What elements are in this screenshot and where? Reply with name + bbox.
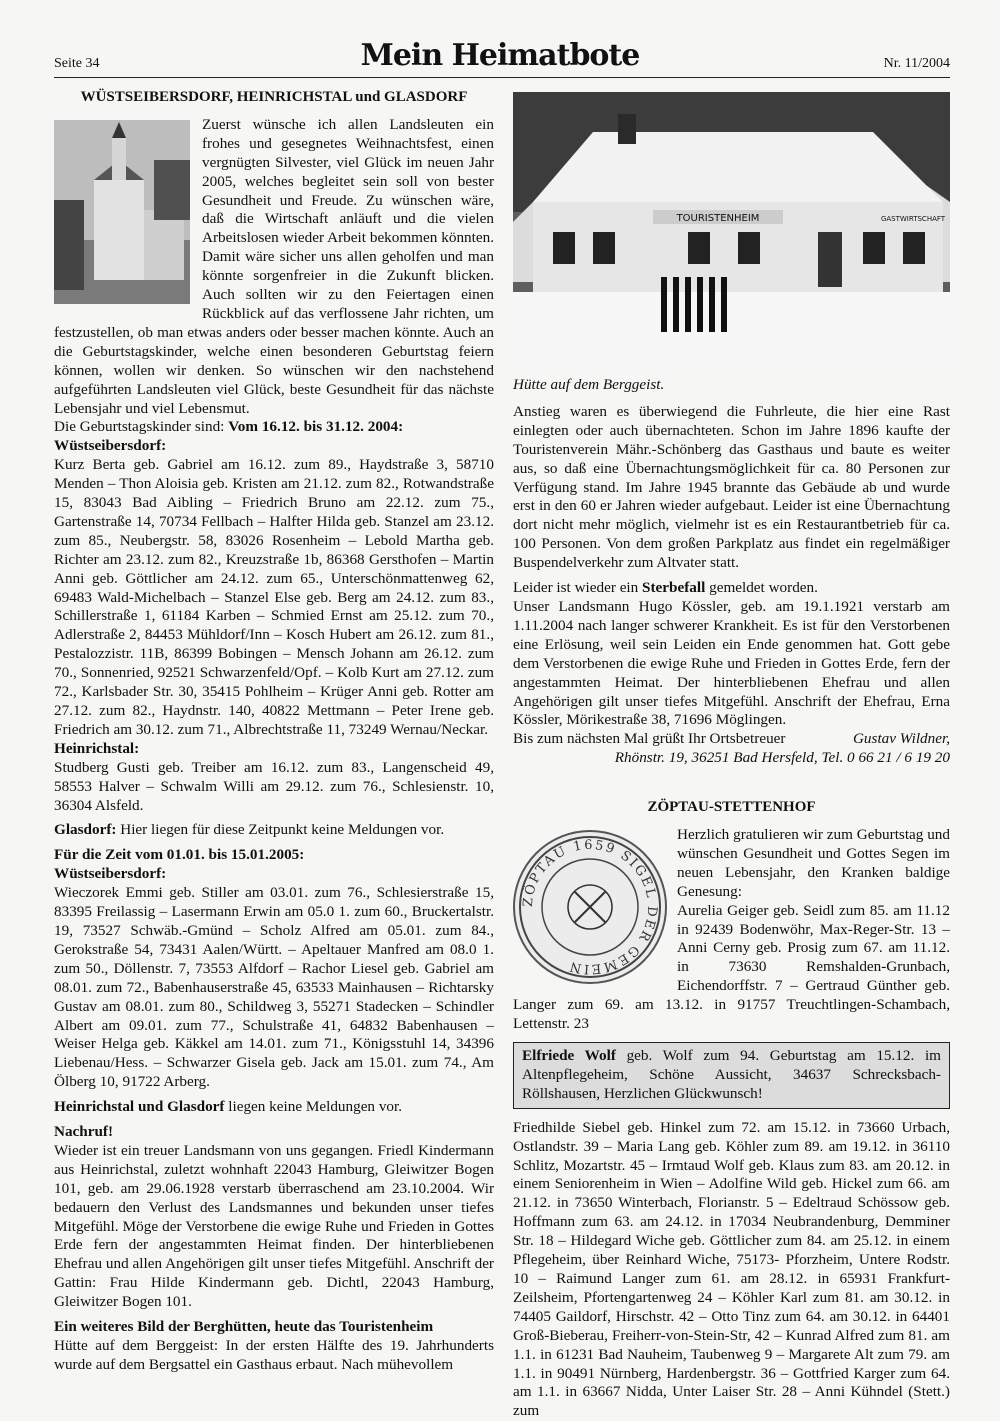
intro-text: Zuerst wünsche ich allen Landsleuten ein frohes und gesegnetes Weihnachtsfest, einen vergnügten Silvester, viel Glück im neuen Jahr 2005, welches begleitet sein soll von bester Gesundheit und Freude. Zu wünschen wäre, daß die Wirtschaft anläuft und die vielen Arbeitslosen wieder Arbeit bekommen könnten. Damit wäre sicher uns allen geholfen und man könnte sorgenfreier in die Zukunft blicken. Auch sollten wir zu den Feiertagen einen Rückblick auf das verflossene Jahr richten, um festzustellen, ob man etwas anders oder besser machen könnte. Auch an die Geburtstagskinder, welche einen besonderen Geburtstag feiern können, wollen wir denken. So wünschen wir den nachstehend aufgeführten Landsleuten viel Glück, beste Gesundheit für das nächste Lebensjahr und viel Lebensmut. bbox=[54, 115, 494, 417]
sterbe-lead: Leider ist wieder ein bbox=[513, 579, 643, 597]
hg-heading: Heinrichstal und Glasdorf bbox=[54, 1098, 225, 1116]
bild-heading: Ein weiteres Bild der Berghütten, heute das Touristenheim bbox=[54, 1318, 434, 1336]
right-column bbox=[513, 92, 950, 1421]
touristenheim-illustration bbox=[513, 92, 950, 372]
sterbe-heading: Sterbefall bbox=[642, 579, 706, 597]
period1-heading: Vom 16.12. bis 31.12. 2004: bbox=[228, 418, 404, 436]
sterbe-end: gemeldet worden. bbox=[705, 579, 818, 597]
greeting-signature: Gustav Wildner, bbox=[852, 730, 950, 748]
greeting-text: Bis zum nächsten Mal grüßt Ihr Ortsbetreuer bbox=[513, 730, 786, 748]
period1-lead: Die Geburtstagskinder sind: bbox=[54, 418, 229, 436]
highlight-box bbox=[513, 1042, 950, 1109]
wue2-heading: Wüstseibersdorf: bbox=[54, 865, 167, 883]
photo-caption: Hütte auf dem Berggeist. bbox=[513, 376, 665, 393]
header-rule bbox=[54, 77, 950, 78]
period2-heading: Für die Zeit vom 01.01. bis 15.01.2005: bbox=[54, 846, 305, 864]
bild-text: Hütte auf dem Berggeist: In der ersten Hälfte des 19. Jahrhunderts wurde auf dem Bergsattel ein Gasthaus erbaut. Nach mühevollem bbox=[54, 1337, 494, 1373]
church-photo bbox=[54, 120, 190, 304]
greeting-address: Rhönstr. 19, 36251 Bad Hersfeld, Tel. 0 66 21 / 6 19 20 bbox=[614, 749, 950, 767]
hg-text: liegen keine Meldungen vor. bbox=[224, 1098, 403, 1116]
zoeptau-intro: Herzlich gratulieren wir zum Geburtstag und wünschen Gesundheit und Gottes Segen im neuen Lebensjahr, den Kranken baldige Genesung: bbox=[677, 826, 950, 900]
hei-birthday-list: Studberg Gusti geb. Treiber am 16.12. zum 83., Langenscheid 49, 58553 Halver – Schwalm Willi am 29.12. zum 76., Schlesienstr. 10, 36304 Alsfeld. bbox=[54, 758, 494, 814]
touristenheim-photo bbox=[513, 92, 950, 372]
seal-lettering: ZÖPTAU 1659 SIGEL DER GEMEIN bbox=[520, 837, 660, 977]
wue2-birthday-list: Wieczorek Emmi geb. Stiller am 03.01. zum 76., Schlesierstraße 15, 83395 Freilassig – Lasermann Erwin am 05.0 1. zum 60., Bruckertalstr. 19, 73527 Schwäb.-Gmünd – Scholz Alfred am 05.01. zum 84., Gerokstraße 54, 73431 Aalen/Württ. – Apeltauer Manfred am 08.0 1. zum 50., Döllenstr. 7, 73553 Alfdorf – Rachor Liesel geb. Gabriel am 08.01. zum 72., Babenhauserstraße 45, 63533 Mainhausen – Richtarsky Gustav am 08.01. zum 80., Schildweg 3, 55271 Stadecken – Schindler Albert am 09.01. zum 77., Schulstraße 41, 64832 Babenhausen – Weiser Helga geb. Käkkel am 14.01. zum 71., Königsstuhl 14, 34396 Liebenau/Hess. – Schwarzer Gisela geb. Jack am 15.01. zum 74., Am Ölberg 10, 91722 Arberg. bbox=[54, 884, 494, 1091]
masthead-title: Mein Heimatbote bbox=[360, 38, 640, 73]
zoeptau-list-2: Friedhilde Siebel geb. Hinkel zum 72. am 15.12. in 73660 Urbach, Ostlandstr. 39 – Maria Lang geb. Köhler zum 89. am 19.12. in 36110 Schlitz, Mozartstr. 45 – Irmtaud Wolf geb. Klaus zum 83. am 20.12. in einem Seniorenheim in Wien – Adolfine Wild geb. Hickel zum 66. am 21.12. in 73650 Winterbach, Florianstr. 5 – Edeltraud Schössow geb. Hoffmann zum 63. am 24.12. in 17034 Neubrandenburg, Demminer Str. 18 – Hildegard Wiche geb. Göttlicher zum 84. am 25.12. in einem Pflegeheim, über Reinhard Wiche, 75173- Pforzheim, Untere Rodstr. 10 – Raimund Langer zum 61. am 28.12. in 65931 Frankfurt-Zeilsheim, Pfortengartenweg 24 – Köhler Karl zum 81. am 30.12. in 74405 Gaildorf, Hirschstr. 42 – Otto Tinz zum 64. am 30.12. in 64401 Groß-Bieberau, Freiherr-von-Stein-Str, 42 – Kunrad Alfred zum 81. am 1.1. in 61231 Bad Nauheim, Taubenweg 9 – Margarete Alt zum 79. am 1.1. in 90491 Nürnberg, Hardenbergstr. 36 – Gottfried Karger zum 64. am 1.1. in 63667 Nidda, Unter Laiser Str. 28 – Anni Kühndel (Stett.) zum bbox=[513, 1118, 950, 1420]
photo-sign-text: TOURISTENHEIM bbox=[676, 213, 760, 224]
zoeptau-list: Aurelia Geiger geb. Seidl zum 85. am 11.12 in 92439 Bodenwöhr, Max-Reger-Str. 13 – Anni Cerny geb. Prosig zum 67. am 11.12. in 73630 Remshalden-Grunbach, Eichendorffstr. 7 – Gertraud Günther geb. Langer zum 69. am 13.12. in 91757 Treuchtlingen-Schambach, Lettenstr. 23 bbox=[513, 901, 950, 1033]
box-text: geb. Wolf zum 94. Geburtstag am 15.12. im Altenpflegeheim, Schöne Aussicht, 34637 Schrecksbach-Röllshausen, Herzlichen Glückwunsch! bbox=[522, 1047, 941, 1102]
page-number: Seite 34 bbox=[54, 56, 100, 71]
left-column bbox=[54, 88, 494, 1375]
box-name: Elfriede Wolf bbox=[522, 1047, 616, 1064]
section-title-zoeptau: ZÖPTAU-STETTENHOF bbox=[647, 799, 816, 816]
nachruf-text: Wieder ist ein treuer Landsmann von uns gegangen. Friedl Kindermann aus Heinrichstal, zuletzt wohnhaft 22043 Hamburg, Gleiwitzer Bogen 101, geb. am 29.06.1928 verstarb überraschend am 23.10.2004. Wir bedauern den Verlust des Landsmannes und bekunden unser tiefes Mitgefühl. Möge der Verstorbene die ewige Ruhe und Frieden in Gottes Erde fern der angestammten Heimat finden. Der hinterbliebenen Ehefrau und allen Angehörigen gilt unser tiefes Mitgefühl. Anschrift der Gattin: Frau Hilde Kindermann geb. Dichtl, 22043 Hamburg, Gleiwitzer Bogen 101. bbox=[54, 1141, 494, 1311]
wue-birthday-list: Kurz Berta geb. Gabriel am 16.12. zum 89., Haydstraße 3, 58710 Menden – Thon Aloisia geb. Kristen am 21.12. zum 82., Rotwandstraße 15, 83043 Bad Aibling – Friedrich Bruno am 22.12. zum 75., Gartenstraße 14, 70734 Fellbach – Halfter Hilda geb. Stanzel am 23.12. zum 85., Neubergstr. 58, 83026 Rosenheim – Lebold Martha geb. Richter am 23.12. zum 82., Kreuzstraße 1b, 86368 Gersthofen – Martin Anni geb. Göttlicher am 24.12. zum 65., Unterschönmattenweg 62, 69483 Wald-Michelbach – Stanzel Else geb. Berg am 24.12. zum 83., Schillerstraße 1, 61184 Karben – Schmied Ernst am 25.12. zum 70., Adlerstraße 2, 84453 Mühldorf/Inn – Kosch Hubert am 26.12. zum 81., Pestalozzistr. 11B, 86399 Bobingen – Mensch Johann am 26.12. zum 70., Sonnenried, 92521 Schwarzenfeld/Opf. – Kolb Kurt am 27.12. zum 72., Karlsbader Str. 30, 35415 Pohlheim – Krüger Anni geb. Rotter am 27.12. zum 82., Haydnstr. 140, 40822 Mettmann – Peter Irene geb. Friedrich am 30.12. zum 71., Albrechtstraße 11, 73249 Wernau/Neckar. bbox=[54, 456, 494, 738]
nachruf-heading: Nachruf! bbox=[54, 1123, 114, 1141]
photo-sign-text-2: GASTWIRTSCHAFT bbox=[880, 215, 946, 223]
hei-heading: Heinrichstal: bbox=[54, 739, 140, 757]
church-illustration bbox=[54, 120, 190, 304]
section-title-wuestseibersdorf: WÜSTSEIBERSDORF, HEINRICHSTAL und GLASDORF bbox=[80, 89, 468, 105]
wue-heading: Wüstseibersdorf: bbox=[54, 437, 167, 455]
gla-text: Hier liegen für diese Zeitpunkt keine Meldungen vor. bbox=[116, 821, 445, 839]
zoeptau-seal bbox=[513, 830, 667, 984]
gla-heading: Glasdorf: bbox=[54, 821, 117, 839]
issue-number: Nr. 11/2004 bbox=[883, 56, 950, 71]
seal-illustration bbox=[515, 832, 665, 982]
history-text: Anstieg waren es überwiegend die Fuhrleute, die hier eine Rast einlegten oder auch übernachteten. Schon im Jahre 1896 kaufte der Touristenverein Mähr.-Schönberg das Gasthaus und baute es weiter aus, so daß eine Übernachtungsmöglichkeit für ca. 80 Personen zur Verfügung stand. Im Jahre 1945 brannte das Gebäude ab und wurde erst in den 60 er Jahren wieder aufgebaut. Leider ist eine Übernachtung dort nicht mehr möglich, vielmehr ist es ein Restaurantbetrieb für ca. 100 Personen. Von dem großen Parkplatz aus findet ein regelmäßiger Buspendelverkehr zum Altvater statt. bbox=[513, 402, 950, 572]
sterbe-text: Unser Landsmann Hugo Kössler, geb. am 19.1.1921 verstarb am 1.11.2004 nach langer schwerer Krankheit. Es ist für den Verstorbenen eine Erlösung, weil sein Leiden ein Ende genommen hat. Gott gebe dem Verstorbenen die ewige Ruhe und Frieden in Gottes Erde, fern der angestammten Heimat. Der hinterbliebenen Ehefrau und allen Angehörigen gilt unser tiefes Mitgefühl. Anschrift der Ehefrau, Erna Kössler, Mörikestraße 38, 71696 Möglingen. bbox=[513, 597, 950, 729]
